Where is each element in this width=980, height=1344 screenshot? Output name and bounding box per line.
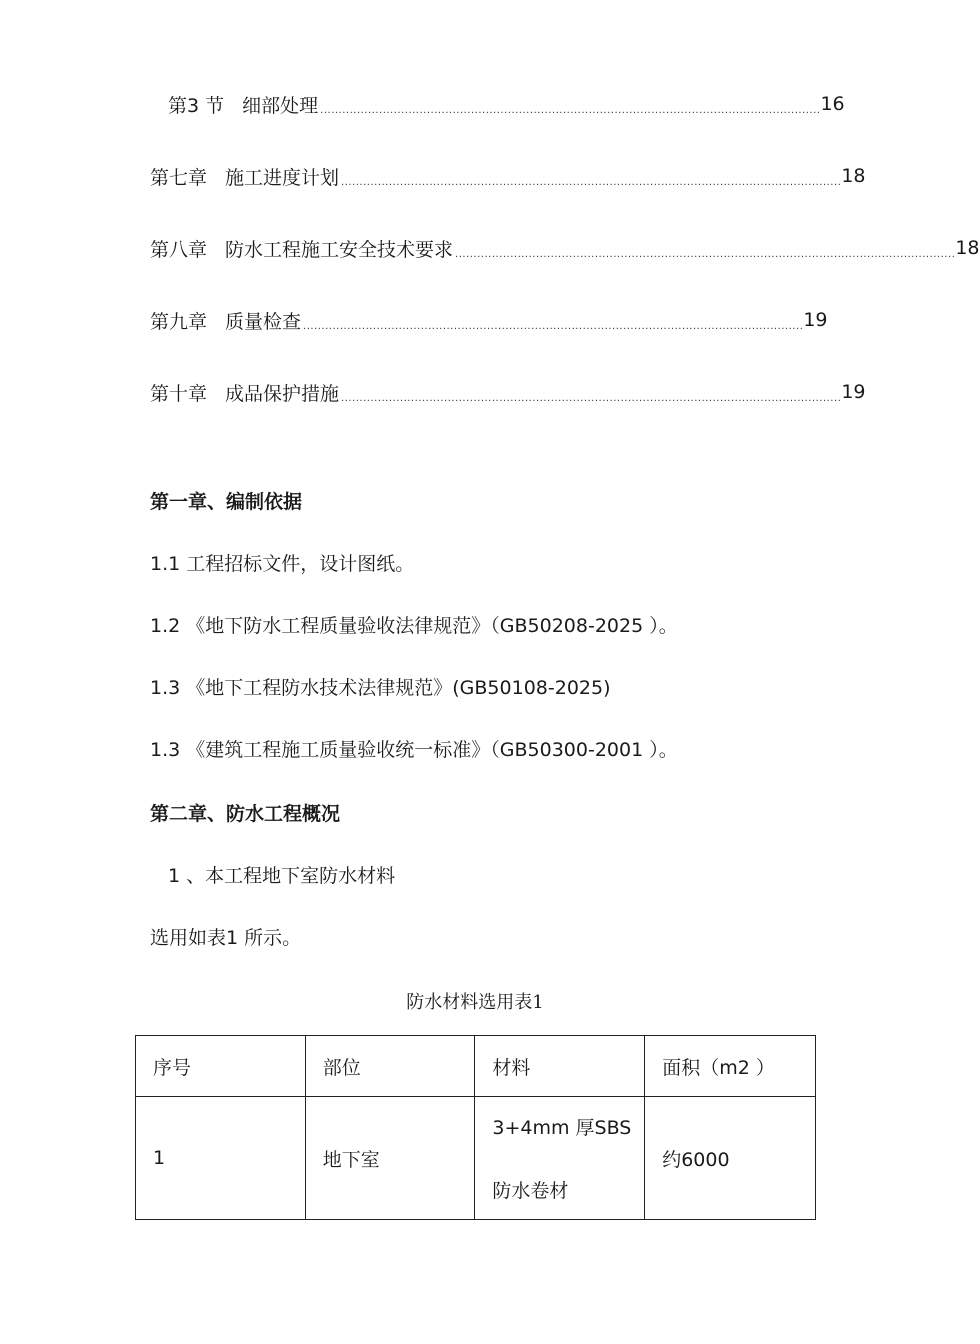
- header-cell: 面积（m2 ）: [645, 1036, 816, 1097]
- cell-number: 1: [136, 1097, 306, 1220]
- toc-leader: ........................................................................................................................................: [341, 176, 842, 188]
- toc-label: 第九章: [150, 310, 208, 333]
- cell-material: [475, 1097, 645, 1220]
- basis-item: 1.3 《建筑工程施工质量验收统一标准》（GB50300-2001 ）。: [150, 739, 678, 761]
- table-caption: 防水材料选用表1: [406, 992, 544, 1013]
- toc-leader: ........................................................................................................................................: [341, 392, 842, 404]
- toc-label: 第七章: [150, 166, 208, 189]
- header-cell: 材料: [475, 1036, 645, 1097]
- toc-page-number: 16: [820, 93, 845, 115]
- toc-label: 第十章: [150, 382, 208, 405]
- table-row: [136, 1097, 816, 1220]
- toc-page-number: 18: [841, 165, 866, 187]
- toc-page-number: 19: [841, 381, 866, 403]
- toc-entry[interactable]: [150, 377, 866, 407]
- toc-entry[interactable]: [150, 233, 980, 263]
- toc-entry[interactable]: [150, 161, 866, 191]
- toc-leader: ........................................................................................................................................: [455, 248, 956, 260]
- toc-label: 第3 节: [168, 94, 225, 117]
- overview-paragraph: 选用如表1 所示。: [150, 927, 302, 949]
- material-line: 3+4mm 厚SBS: [492, 1117, 632, 1139]
- materials-table: [135, 1035, 816, 1220]
- toc-entry[interactable]: [168, 89, 845, 119]
- toc-page-number: 19: [803, 309, 828, 331]
- header-cell: 部位: [305, 1036, 475, 1097]
- material-line: 防水卷材: [492, 1180, 569, 1202]
- toc-leader: ........................................................................................................................................: [320, 104, 821, 116]
- toc-title: 成品保护措施: [225, 382, 340, 405]
- toc-title: 施工进度计划: [225, 166, 340, 189]
- chapter-heading: 第二章、防水工程概况: [150, 803, 341, 825]
- toc-title: 质量检查: [225, 310, 302, 333]
- cell-area: 约6000: [645, 1097, 816, 1220]
- header-cell: 序号: [136, 1036, 306, 1097]
- chapter-heading: 第一章、编制依据: [150, 491, 303, 513]
- toc-leader: ........................................................................................................................................: [303, 320, 804, 332]
- basis-item: 1.2 《地下防水工程质量验收法律规范》（GB50208-2025 ）。: [150, 615, 678, 637]
- toc-entry[interactable]: [150, 305, 828, 335]
- toc-title: 防水工程施工安全技术要求: [225, 238, 454, 261]
- basis-item: 1.3 《地下工程防水技术法律规范》(GB50108-2025): [150, 677, 611, 699]
- toc-label: 第八章: [150, 238, 208, 261]
- overview-paragraph: 1 、本工程地下室防水材料: [168, 865, 396, 887]
- toc-page-number: 18: [955, 237, 980, 259]
- cell-location: 地下室: [305, 1097, 475, 1220]
- toc-title: 细部处理: [242, 94, 319, 117]
- table-header-row: [136, 1036, 816, 1097]
- basis-item: 1.1 工程招标文件，设计图纸。: [150, 553, 415, 575]
